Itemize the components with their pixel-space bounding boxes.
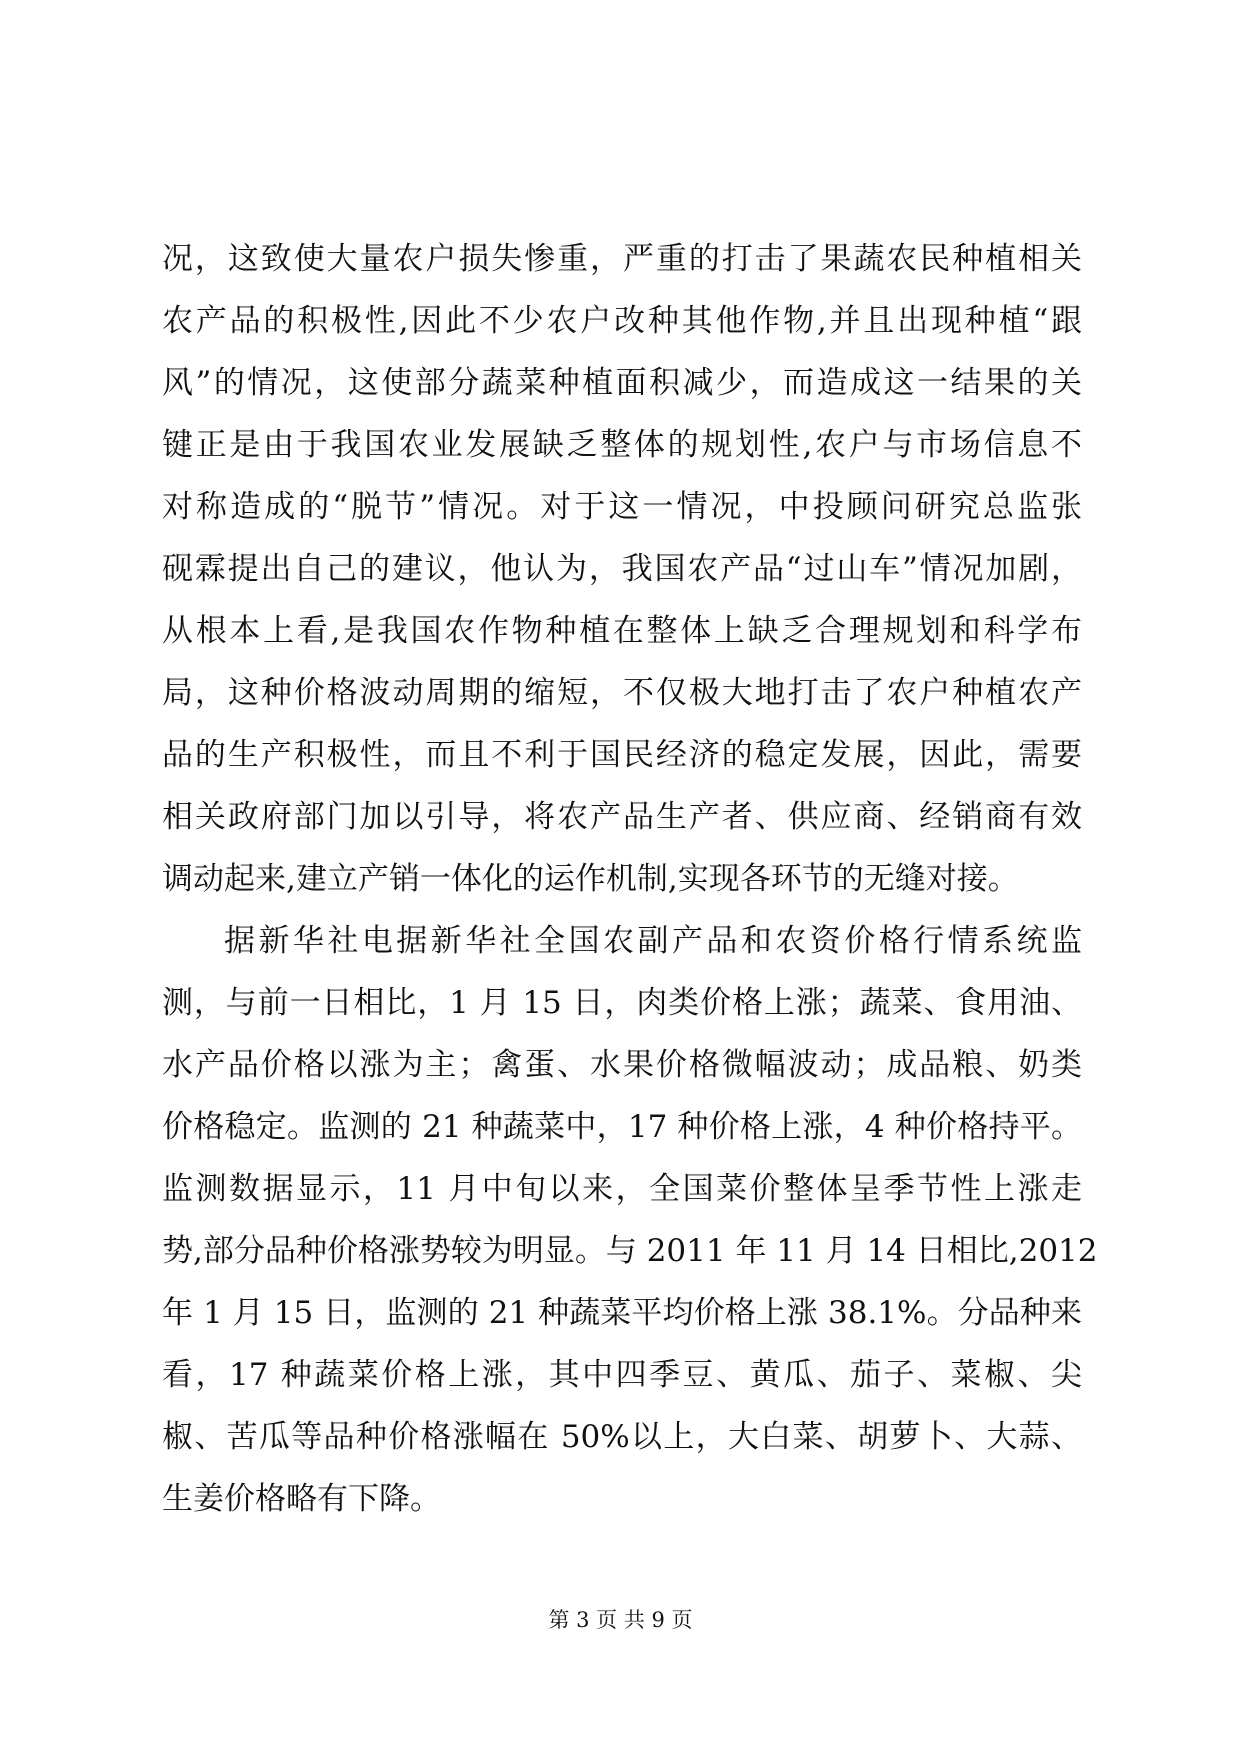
paragraph-1-line: 局，这种价格波动周期的缩短，不仅极大地打击了农户种植农产 — [162, 675, 1082, 711]
paragraph-1-line: 农产品的积极性,因此不少农户改种其他作物,并且出现种植“跟 — [162, 303, 1082, 339]
paragraph-2-line: 价格稳定。监测的 21 种蔬菜中，17 种价格上涨，4 种价格持平。 — [162, 1109, 1082, 1145]
paragraph-2-line: 水产品价格以涨为主；禽蛋、水果价格微幅波动；成品粮、奶类 — [162, 1047, 1082, 1083]
paragraph-1-line: 对称造成的“脱节”情况。对于这一情况，中投顾问研究总监张 — [162, 489, 1082, 525]
paragraph-2-line: 势,部分品种价格涨势较为明显。与 2011 年 11 月 14 日相比,2012 — [162, 1233, 1098, 1269]
paragraph-2-line: 监测数据显示，11 月中旬以来，全国菜价整体呈季节性上涨走 — [162, 1171, 1082, 1207]
paragraph-1-line: 况，这致使大量农户损失惨重，严重的打击了果蔬农民种植相关 — [162, 241, 1082, 277]
paragraph-1-line: 风”的情况，这使部分蔬菜种植面积减少，而造成这一结果的关 — [162, 365, 1082, 401]
paragraph-1-line: 相关政府部门加以引导，将农产品生产者、供应商、经销商有效 — [162, 799, 1082, 835]
body-text — [162, 228, 1098, 1530]
paragraph-1-line: 品的生产积极性，而且不利于国民经济的稳定发展，因此，需要 — [162, 737, 1082, 773]
paragraph-2-line: 看，17 种蔬菜价格上涨，其中四季豆、黄瓜、茄子、菜椒、尖 — [162, 1357, 1082, 1393]
paragraph-1-line: 从根本上看,是我国农作物种植在整体上缺乏合理规划和科学布 — [162, 613, 1082, 649]
paragraph-2-line: 年 1 月 15 日，监测的 21 种蔬菜平均价格上涨 38.1%。分品种来 — [162, 1295, 1082, 1331]
paragraph-1-line: 调动起来,建立产销一体化的运作机制,实现各环节的无缝对接。 — [162, 861, 1019, 897]
paragraph-2-line: 椒、苦瓜等品种价格涨幅在 50%以上，大白菜、胡萝卜、大蒜、 — [162, 1419, 1082, 1455]
paragraph-2-line: 测，与前一日相比，1 月 15 日，肉类价格上涨；蔬菜、食用油、 — [162, 985, 1082, 1021]
paragraph-2-line: 据新华社电据新华社全国农副产品和农资价格行情系统监 — [224, 923, 1082, 959]
paragraph-1-line: 砚霖提出自己的建议，他认为，我国农产品“过山车”情况加剧， — [162, 551, 1082, 587]
page-number-footer: 第 3 页 共 9 页 — [548, 1608, 693, 1632]
paragraph-1-line: 键正是由于我国农业发展缺乏整体的规划性,农户与市场信息不 — [162, 427, 1082, 463]
paragraph-2-line: 生姜价格略有下降。 — [162, 1481, 441, 1517]
